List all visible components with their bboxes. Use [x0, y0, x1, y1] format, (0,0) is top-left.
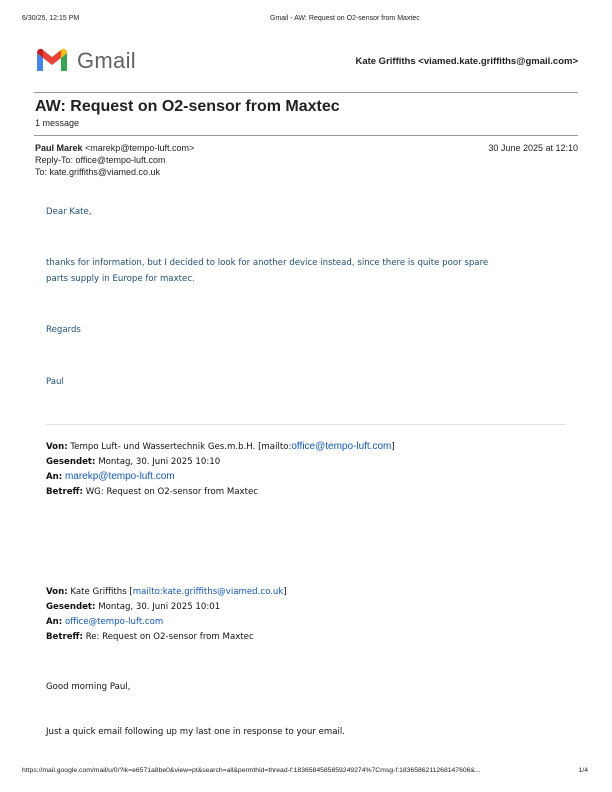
sender-name: Paul Marek: [35, 143, 83, 153]
reply-to: Reply-To: office@tempo-luft.com: [35, 155, 166, 165]
message-from: [35, 143, 194, 153]
email-link[interactable]: office@tempo-luft.com: [64, 617, 164, 627]
gmail-m-icon: [35, 47, 69, 78]
quoted-from: Von: Kate Griffiths [mailto:kate.griffiths@viamed.co.uk]: [46, 587, 287, 597]
recipient: To: kate.griffiths@viamed.co.uk: [35, 167, 161, 177]
quoted-to: An: office@tempo-luft.com: [46, 617, 164, 627]
quoted-sent: Gesendet: Montag, 30. Juni 2025 10:10: [46, 457, 221, 467]
divider: [34, 92, 578, 93]
email-link[interactable]: marekp@tempo-luft.com: [64, 471, 175, 482]
body-signature: Paul: [46, 377, 64, 387]
message-count: 1 message: [35, 118, 80, 128]
body-closing: Regards: [46, 325, 81, 335]
gmail-wordmark: Gmail: [77, 48, 136, 73]
quoted-greeting: Good morning Paul,: [46, 682, 131, 692]
print-url: https://mail.google.com/mail/u/0/?ik=e6571a8be0&view=pt&search=all&permthid=thread-f:1836584585859249274%7Cmsg-f:1836586211268147606&...: [22, 767, 481, 774]
body-line: thanks for information, but I decided to look for another device instead, since there is quite poor spare: [46, 258, 489, 268]
page-number: 1/4: [578, 767, 588, 774]
print-datetime: 6/30/25, 12:15 PM: [22, 15, 80, 22]
sender-email: <marekp@tempo-luft.com>: [85, 143, 195, 153]
message-date: 30 June 2025 at 12:10: [488, 143, 578, 153]
quoted-from: Von: Tempo Luft- und Wassertechnik Ges.m.b.H. [mailto:office@tempo-luft.com]: [46, 441, 395, 452]
body-line: parts supply in Europe for maxtec.: [46, 274, 195, 284]
quoted-body-line: Just a quick email following up my last one in response to your email.: [46, 727, 346, 737]
quoted-subject: Betreff: Re: Request on O2-sensor from Maxtec: [46, 632, 254, 642]
divider: [34, 135, 578, 136]
print-title: Gmail - AW: Request on O2-sensor from Maxtec: [270, 15, 420, 22]
mailto-link[interactable]: office@tempo-luft.com: [291, 441, 392, 452]
mailto-link[interactable]: mailto:kate.griffiths@viamed.co.uk: [132, 587, 284, 597]
thread-subject: AW: Request on O2-sensor from Maxtec: [35, 98, 340, 115]
quoted-sent: Gesendet: Montag, 30. Juni 2025 10:01: [46, 602, 221, 612]
body-greeting: Dear Kate,: [46, 207, 92, 217]
quote-divider: [46, 424, 566, 425]
quoted-subject: Betreff: WG: Request on O2-sensor from Maxtec: [46, 487, 258, 497]
account-label: Kate Griffiths <viamed.kate.griffiths@gmail.com>: [355, 56, 578, 67]
quoted-to: An: marekp@tempo-luft.com: [46, 471, 175, 482]
